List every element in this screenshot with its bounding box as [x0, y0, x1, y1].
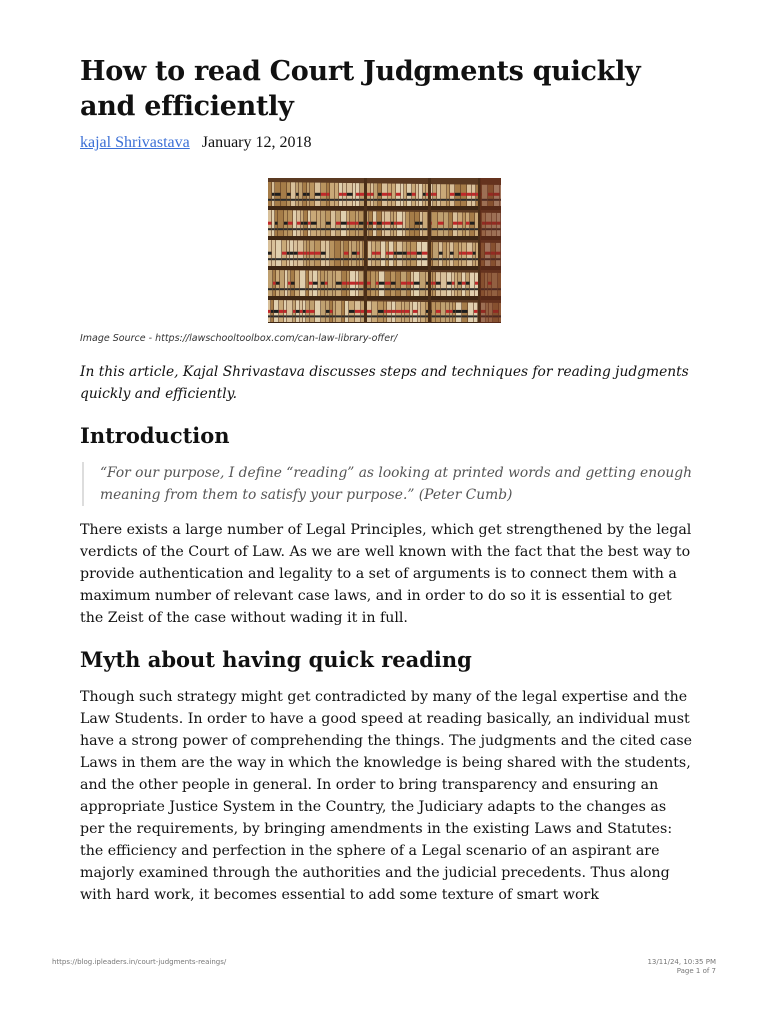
law-library-bookshelf-image	[268, 178, 501, 323]
image-caption: Image Source - https://lawschooltoolbox.com/can-law-library-offer/	[80, 333, 398, 344]
section-heading-myth: Myth about having quick reading	[80, 647, 472, 672]
footer-url: https://blog.ipleaders.in/court-judgments-reaings/	[52, 958, 227, 966]
article	[80, 54, 692, 906]
myth-paragraph: Though such strategy might get contradicted by many of the legal expertise and the Law Students. In order to have a good speed at reading basically, an individual must have a strong power of comprehending the things. The judgments and the cited case Laws in them are the way in which the knowledge is being shared with the students, and the other people in general. In order to bring transparency and ensuring an appropriate Justice System in the Country, the Judiciary adapts to the changes as per the requirements, by bringing amendments in the existing Laws and Statutes: the efficiency and perfection in the sphere of a Legal scenario of an aspirant are majorly examined through the authorities and the judicial precedents. Thus along with hard work, it becomes essential to add some texture of smart work	[80, 689, 693, 903]
footer-timestamp: 13/11/24, 10:35 PM	[647, 958, 716, 966]
author-link[interactable]: kajal Shrivastava	[80, 134, 190, 151]
footer-page-number: Page 1 of 7	[676, 967, 716, 975]
section-heading-introduction: Introduction	[80, 423, 230, 448]
byline	[80, 132, 692, 154]
intro-paragraph: There exists a large number of Legal Principles, which get strengthened by the legal verdicts of the Court of Law. As we are well known with the fact that the best way to provide authentication and legality to a set of arguments is to connect them with a maximum number of relevant case laws, and in order to do so it is essential to get the Zeist of the case without wading it in full.	[80, 522, 692, 626]
footer-meta	[647, 958, 716, 976]
pull-quote: “For our purpose, I define “reading” as looking at printed words and getting enough meaning from them to satisfy your purpose.” (Peter Cumb)	[82, 462, 692, 506]
article-title: How to read Court Judgments quickly and efficiently	[80, 56, 641, 122]
article-image	[268, 178, 501, 323]
article-lede: In this article, Kajal Shrivastava discusses steps and techniques for reading judgments quickly and efficiently.	[80, 364, 689, 402]
publish-date: January 12, 2018	[201, 134, 312, 151]
